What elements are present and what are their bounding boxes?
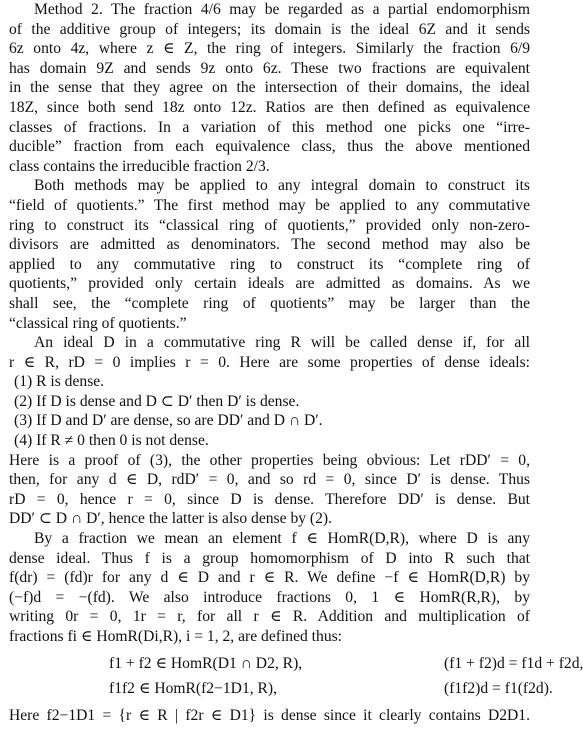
equation-right: (f1f2)d = f1(f2d). [444, 679, 553, 697]
text-line: DD′ ⊂ D ∩ D′, hence the latter is also dense by (2). [9, 510, 333, 528]
text-line: r ∈ R, rD = 0 implies r = 0. Here are some properties of dense ideals: [9, 353, 530, 371]
text-line: Method 2. The fraction 4/6 may be regarded as a partial endomorphism [34, 1, 530, 18]
equation-row [9, 651, 583, 676]
text-line: ducible” fraction from each equivalence class, thus the above mentioned [9, 138, 530, 156]
text-line: applied to any commutative ring to construct its “complete ring of [9, 255, 530, 273]
text-line: “classical ring of quotients.” [9, 314, 187, 332]
text-line: divisors are admitted as denominators. The second method may also be [9, 236, 530, 254]
list-item: (3) If D and D′ are dense, so are DD′ and D ∩ D′. [14, 412, 323, 430]
list-item: (4) If R ≠ 0 then 0 is not dense. [14, 432, 209, 450]
text-line: then, for any d ∈ D, rdD′ = 0, and so rd = 0, since D′ is dense. Thus [9, 471, 530, 489]
text-line: (−f)d = −(fd). We also introduce fractions 0, 1 ∈ HomR(R,R), by [9, 588, 530, 606]
text-line: has domain 9Z and sends 9z onto 6z. These two fractions are equivalent [9, 59, 530, 77]
equation-right: (f1 + f2)d = f1d + f2d, [444, 654, 583, 672]
text-line: “field of quotients.” The first method may be applied to any commutative [9, 196, 530, 214]
text-line: f(dr) = (fd)r for any d ∈ D and r ∈ R. We define −f ∈ HomR(D,R) by [9, 569, 530, 587]
text-line: in the sense that they agree on the intersection of their domains, the ideal [9, 79, 530, 97]
display-equations [9, 651, 583, 701]
equation-left: f1f2 ∈ HomR(f2−1D1, R), [109, 679, 278, 697]
dense-properties-list [9, 372, 530, 450]
text-line: of the additive group of integers; its domain is the ideal 6Z and it sends [9, 20, 530, 38]
text-line: An ideal D in a commutative ring R will be called dense if, for all [34, 334, 530, 352]
equation-left: f1 + f2 ∈ HomR(D1 ∩ D2, R), [109, 654, 303, 672]
text-line: Here f2−1D1 = {r ∈ R | f2r ∈ D1} is dense since it clearly contains D2D1. [9, 706, 530, 724]
paragraph-dense-definition [9, 333, 530, 372]
text-line: quotients,” provided only certain ideals are admitted as domains. As we [9, 275, 530, 293]
text-line: ring to construct its “classical ring of quotients,” provided only non-zero- [9, 216, 530, 234]
text-line: writing 0r = 0, 1r = r, for all r ∈ R. Addition and multiplication of [9, 608, 530, 626]
paragraph-fraction-definition [9, 529, 530, 647]
text-line: 6z onto 4z, where z ∈ Z, the ring of integers. Similarly the fraction 6/9 [9, 40, 530, 58]
paragraph-both-methods [9, 176, 530, 333]
equation-row [9, 676, 553, 701]
text-line: class contains the irreducible fraction 2/3. [9, 157, 270, 175]
text-line: By a fraction we mean an element f ∈ HomR(D,R), where D is any [34, 530, 530, 548]
list-item: (2) If D is dense and D ⊂ D′ then D′ is dense. [14, 392, 300, 410]
list-item: (1) R is dense. [14, 373, 105, 391]
text-line: 18Z, since both send 18z onto 12z. Ratios are then defined as equivalence [9, 98, 530, 116]
text-line: classes of fractions. In a variation of this method one picks one “irre- [9, 118, 530, 136]
text-line: Here is a proof of (3), the other properties being obvious: Let rDD′ = 0, [9, 451, 530, 469]
text-line: rD = 0, hence r = 0, since D is dense. Therefore DD′ is dense. But [9, 490, 530, 508]
paragraph-method-2 [9, 0, 530, 176]
text-line: fractions fi ∈ HomR(Di,R), i = 1, 2, are defined thus: [9, 628, 343, 645]
text-line: shall see, the “complete ring of quotients” may be larger than the [9, 294, 530, 312]
text-line: Both methods may be applied to any integral domain to construct its [34, 177, 530, 195]
paragraph-proof [9, 451, 530, 529]
text-line: dense ideal. Thus f is a group homomorphism of D into R such that [9, 549, 530, 567]
